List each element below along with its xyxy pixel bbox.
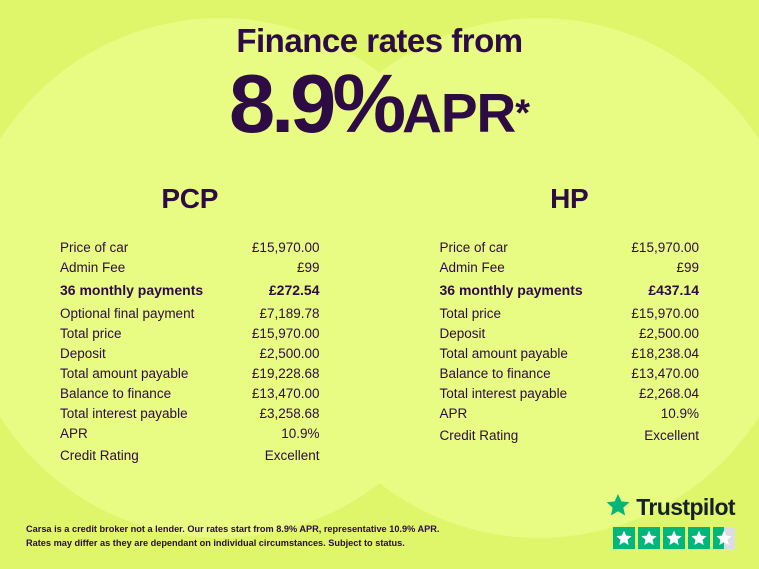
row-label: 36 monthly payments (60, 282, 204, 298)
headline-rate (0, 57, 759, 150)
disclaimer-line-1: Carsa is a credit broker not a lender. Our rates start from 8.9% APR, representative 10.9% APR. (26, 524, 440, 535)
row-value: £15,970.00 (251, 325, 320, 341)
row-value: £2,268.04 (638, 385, 699, 401)
star-icon (638, 527, 660, 549)
row-value: £19,228.68 (251, 365, 320, 381)
table-row (440, 237, 700, 257)
table-row (440, 343, 700, 363)
row-label: Total price (439, 305, 502, 321)
row-value: £15,970.00 (251, 239, 320, 255)
row-value: £3,258.68 (259, 405, 320, 421)
row-value: £272.54 (268, 282, 320, 298)
row-value: £7,189.78 (259, 305, 320, 321)
row-value: £13,470.00 (631, 365, 699, 381)
row-value: £99 (296, 259, 320, 275)
trustpilot-badge[interactable] (606, 493, 735, 549)
table-row (60, 363, 320, 383)
table-row (440, 383, 700, 403)
finance-column-pcp (0, 183, 380, 466)
row-value: £15,970.00 (631, 305, 699, 321)
column-title-pcp: PCP (161, 183, 219, 214)
spec-table-hp (440, 237, 700, 446)
star-icon (663, 527, 685, 549)
star-half-icon (713, 527, 735, 549)
star-icon (688, 527, 710, 549)
row-value: £2,500.00 (638, 325, 699, 341)
row-label: Total interest payable (60, 405, 188, 421)
table-row (440, 423, 700, 446)
row-label: APR (60, 425, 88, 441)
row-value: £18,238.04 (631, 345, 699, 361)
row-label: Total amount payable (60, 365, 189, 381)
row-value: £99 (676, 259, 699, 275)
table-row (440, 257, 700, 277)
finance-comparison (0, 183, 759, 466)
row-label: Price of car (439, 239, 508, 255)
row-label: Optional final payment (60, 305, 195, 321)
trustpilot-name: Trustpilot (636, 494, 735, 520)
rate-unit: APR (402, 82, 516, 144)
row-value: £13,470.00 (251, 385, 320, 401)
table-row (60, 323, 320, 343)
star-icon (613, 527, 635, 549)
row-value: 10.9% (660, 405, 699, 421)
finance-column-hp (380, 183, 759, 466)
row-label: Balance to finance (60, 385, 172, 401)
trustpilot-star-icon (606, 493, 630, 522)
table-row (440, 363, 700, 383)
table-row (60, 343, 320, 363)
table-row (60, 237, 320, 257)
trustpilot-stars (606, 527, 735, 549)
table-row-highlight (440, 277, 700, 303)
table-row (440, 403, 700, 423)
rate-value: 8.9% (228, 57, 403, 150)
column-title-hp: HP (550, 183, 589, 214)
table-row (440, 323, 700, 343)
table-row (60, 383, 320, 403)
table-row (60, 257, 320, 277)
page-title: Finance rates from (236, 22, 523, 59)
row-value: Excellent (644, 428, 699, 443)
row-label: Credit Rating (60, 448, 139, 463)
row-label: Admin Fee (439, 259, 505, 275)
rate-asterisk: * (515, 92, 531, 135)
table-row (60, 443, 320, 466)
table-row (60, 403, 320, 423)
row-value: £2,500.00 (259, 345, 320, 361)
row-label: Credit Rating (439, 428, 519, 443)
row-label: APR (439, 405, 468, 421)
row-label: Deposit (439, 325, 486, 341)
row-label: 36 monthly payments (439, 282, 583, 298)
row-label: Deposit (60, 345, 106, 361)
disclaimer-line-2: Rates may differ as they are dependant on individual circumstances. Subject to status. (26, 538, 405, 549)
table-row-highlight (60, 277, 320, 303)
row-label: Total amount payable (439, 345, 568, 361)
row-value: £437.14 (648, 282, 699, 298)
spec-table-pcp (60, 237, 320, 466)
table-row (60, 303, 320, 323)
row-label: Price of car (60, 239, 129, 255)
row-label: Total interest payable (439, 385, 568, 401)
row-label: Total price (60, 325, 122, 341)
table-row (60, 423, 320, 443)
row-value: £15,970.00 (631, 239, 699, 255)
row-label: Admin Fee (60, 259, 126, 275)
disclaimer (26, 523, 439, 551)
row-label: Balance to finance (439, 365, 551, 381)
table-row (440, 303, 700, 323)
row-value: Excellent (264, 448, 320, 463)
row-value: 10.9% (281, 425, 320, 441)
trustpilot-header (606, 493, 735, 522)
